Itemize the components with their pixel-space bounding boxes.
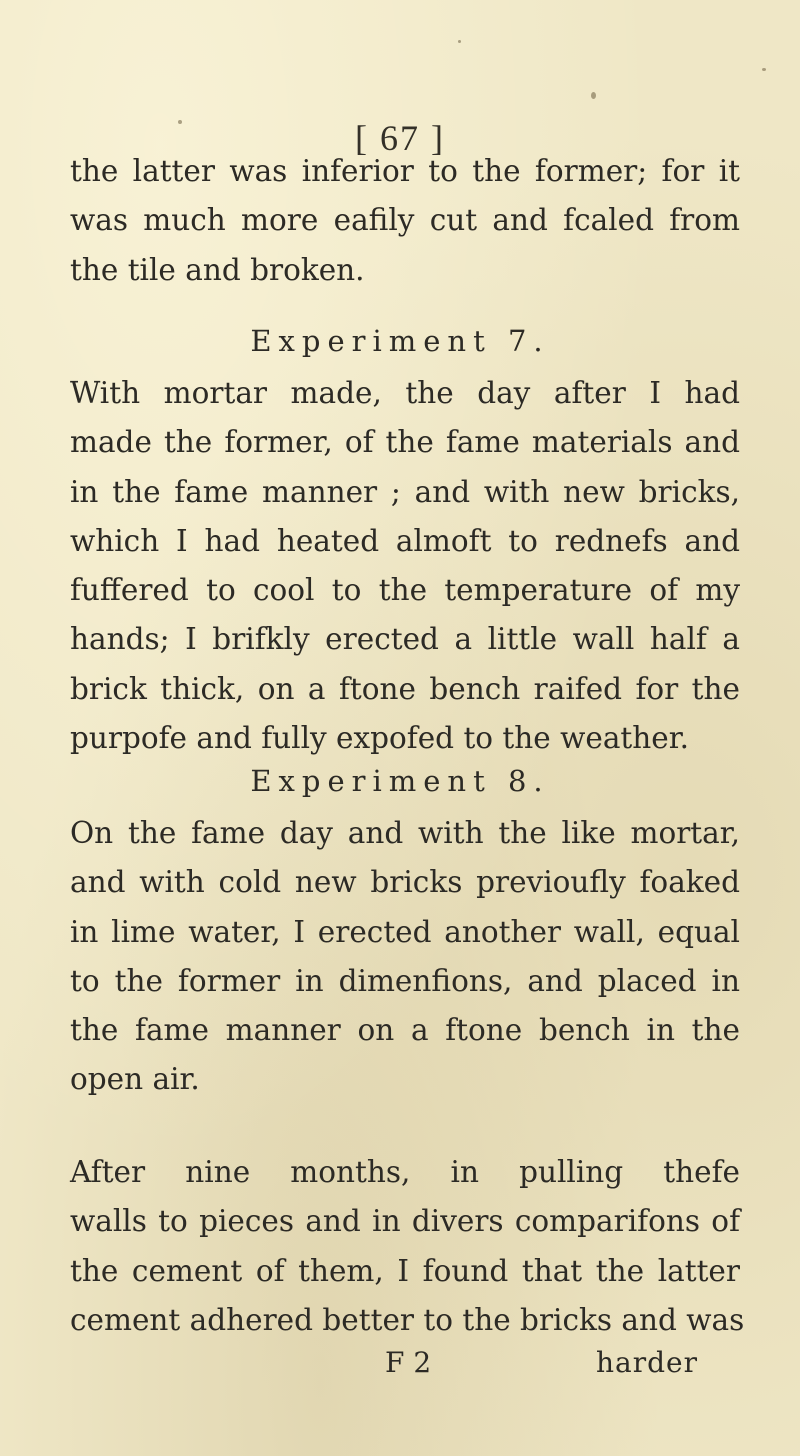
experiment-8-heading: Experiment 8. <box>250 764 550 798</box>
text-line: On the fame day and with the like mortar, <box>70 816 740 850</box>
text-line: which I had heated almoft to rednefs and <box>70 523 740 558</box>
text-line: in the fame manner ; and with new bricks, <box>70 474 740 509</box>
text-line: was much more eafily cut and fcaled from <box>70 203 740 238</box>
text-line: fuffered to cool to the temperature of my <box>70 573 740 608</box>
signature-mark: F 2 <box>385 1346 432 1379</box>
text-line: cement adhered better to the bricks and was <box>70 1302 745 1337</box>
catchword: harder <box>596 1346 698 1379</box>
experiment-7-heading: Experiment 7. <box>250 324 550 358</box>
paper-speck <box>591 92 596 99</box>
text-line: the fame manner on a ftone bench in the <box>70 1013 740 1048</box>
paper-speck <box>458 40 461 43</box>
text-line: in lime water, I erected another wall, equal <box>70 914 740 949</box>
text-line: purpofe and fully expofed to the weather. <box>70 721 689 756</box>
text-line: made the former, of the fame materials and <box>70 425 740 460</box>
text-line: walls to pieces and in divers comparifons of <box>70 1204 740 1239</box>
text-line: With mortar made, the day after I had <box>70 376 740 410</box>
text-line: the cement of them, I found that the latter <box>70 1253 740 1288</box>
experiment-7-body <box>70 369 740 763</box>
paper-speck <box>762 68 766 71</box>
text-line: the tile and broken. <box>70 252 365 287</box>
text-line: and with cold new bricks previoufly foaked <box>70 865 740 900</box>
experiment-8-body <box>70 809 740 1105</box>
text-line: the latter was inferior to the former; for it <box>70 154 740 188</box>
text-line: hands; I brifkly erected a little wall half a <box>70 622 740 657</box>
text-line: to the former in dimenfions, and placed in <box>70 963 740 998</box>
text-line: brick thick, on a ftone bench raifed for the <box>70 671 740 706</box>
opening-paragraph <box>70 147 740 295</box>
closing-paragraph <box>70 1148 745 1345</box>
text-line: open air. <box>70 1062 200 1097</box>
page-number-header: [ 67 ] <box>355 118 445 158</box>
text-line: After nine months, in pulling thefe <box>70 1155 740 1189</box>
